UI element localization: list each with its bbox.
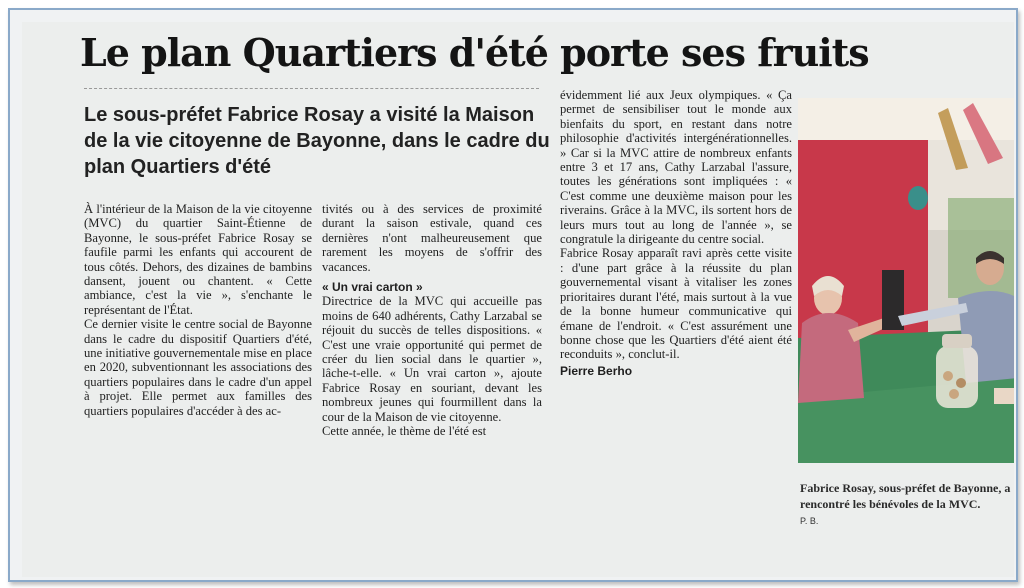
paragraph: Ce dernier visite le centre social de Bayonne dans le cadre du dispositif Quartiers d'été, une initiative gouvernementale mise en place en 2020, subventionnant les associations des quartiers populaires dans le cadre d'un appel à projet. Elle permet aux familles des quartiers populaires d'accéder à des ac- [84,317,312,418]
paragraph: À l'intérieur de la Maison de la vie citoyenne (MVC) du quartier Saint-Étienne de Bayonne, le sous-préfet Fabrice Rosay se faufile parmi les enfants qui accourent de tous côtés. Dehors, des dizaines de bambins dansent, jouent ou chantent. « Cette ambiance, c'est la vie », s'enchante le représentant de l'État. [84,202,312,317]
photo-credit: P. B. [800,516,819,526]
paragraph: Directrice de la MVC qui accueille pas moins de 640 adhérents, Cathy Larzabal se réjouit du succès de telles dispositions. « C'est une vraie opportunité qui permet de créer du lien social dans le quartier », lâche-t-elle. « Un vrai carton », ajoute Fabrice Rosay en souriant, devant les nombreux jeunes qui fourmillent dans la cour de la Maison de vie citoyenne. [322,294,542,424]
newspaper-clipping [22,22,1014,577]
article-column-2 [322,202,542,439]
deck-subtitle: Le sous-préfet Fabrice Rosay a visité la Maison de la vie citoyenne de Bayonne, dans le cadre du plan Quartiers d'été [84,104,550,178]
paragraph: Fabrice Rosay apparaît ravi après cette visite : d'une part grâce à la réussite du plan gouvernemental visant à vitaliser les zones prioritaires durant l'été, mais surtout à la vue de la bonne humeur communicative qui émane de l'endroit. « C'est assurément une bonne chose que les Quartiers d'été aient été reconduits », conclut-il. [560,246,792,362]
section-subhead: « Un vrai carton » [322,280,423,295]
paragraph: tivités ou à des services de proximité durant la saison estivale, quand ces dernières n'ont malheureusement que rarement les moyens de s'offrir des vacances. [322,202,542,274]
photo-caption: Fabrice Rosay, sous-préfet de Bayonne, a rencontré les bénévoles de la MVC. [800,481,1011,511]
clipping-frame [8,8,1018,582]
article-column-3 [560,88,792,378]
headline: Le plan Quartiers d'été porte ses fruits [80,30,869,75]
article-photo [798,98,1014,463]
divider-rule [84,88,539,89]
paragraph: Cette année, le thème de l'été est [322,424,487,439]
byline: Pierre Berho [560,363,633,378]
paragraph: évidemment lié aux Jeux olympiques. « Ça permet de sensibiliser tout le monde aux bienfaits du sport, en restant dans notre philosophie d'activités intergénérationnelles. » Car si la MVC attire de nombreux enfants entre 3 et 17 ans, Cathy Larzabal l'assure, toutes les générations sont impliquées : « C'est comme une deuxième maison pour les riverains. Grâce à la MVC, ils sortent hors de leurs murs tout au long de l'année », se congratule la dirigeante du centre social. [560,88,792,247]
article-column-1 [84,202,312,418]
